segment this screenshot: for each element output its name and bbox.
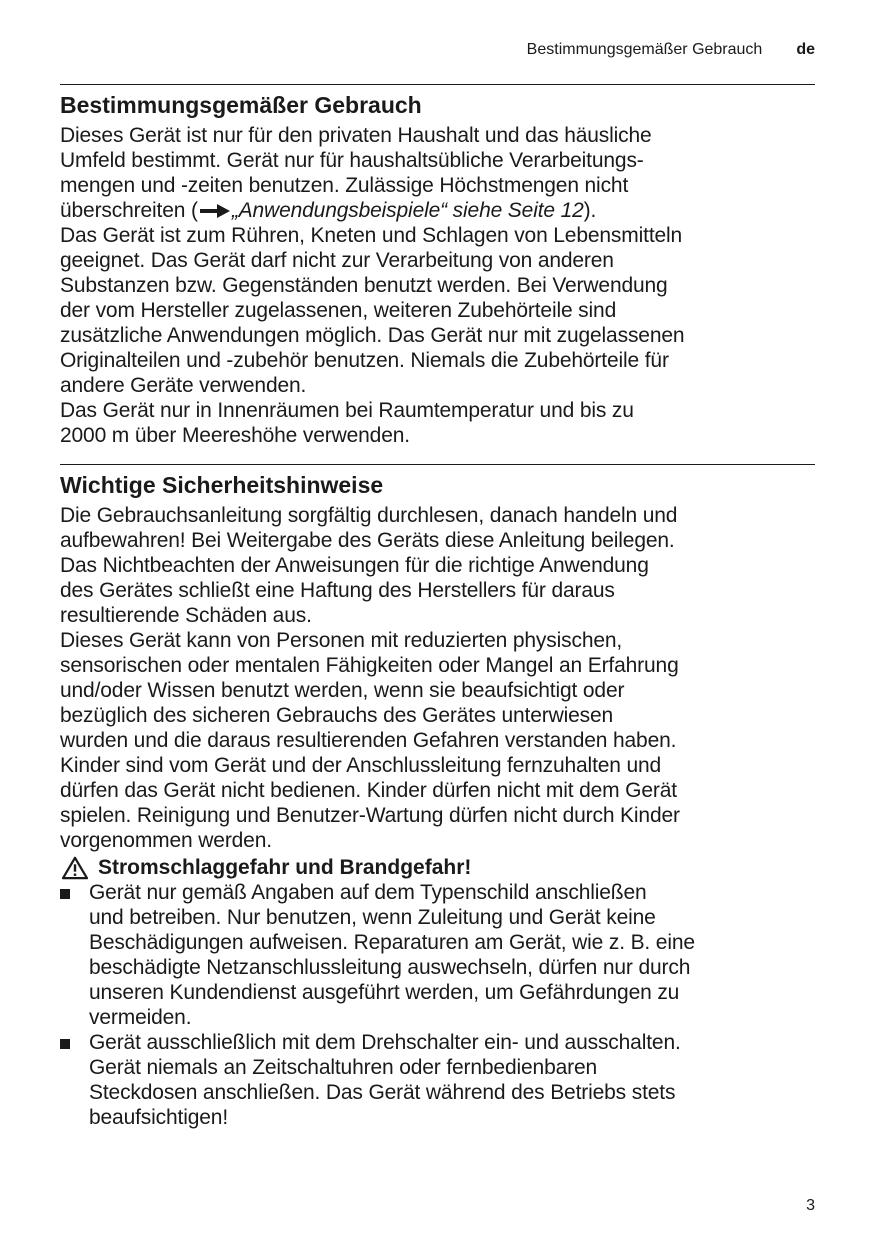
reference-line xyxy=(60,198,815,223)
text-line: Substanzen bzw. Gegenständen benutzt werden. Bei Verwendung xyxy=(60,274,668,297)
text-line: wurden und die daraus resultierenden Gefahren verstanden haben. xyxy=(60,729,677,752)
text-line: zusätzliche Anwendungen möglich. Das Gerät nur mit zugelassenen xyxy=(60,324,685,347)
text-line: 2000 m über Meereshöhe verwenden. xyxy=(60,424,410,447)
warning-title: Stromschlaggefahr und Brandgefahr! xyxy=(98,856,472,879)
section-intended-use xyxy=(60,91,815,448)
text-line: beschädigte Netzanschlussleitung auswechseln, dürfen nur durch xyxy=(89,956,691,979)
running-title: Bestimmungsgemäßer Gebrauch xyxy=(526,41,763,58)
text-line: dürfen das Gerät nicht bedienen. Kinder dürfen nicht mit dem Gerät xyxy=(60,779,677,802)
section-safety-notes xyxy=(60,471,815,1130)
text-line: vermeiden. xyxy=(89,1006,192,1029)
text-line: spielen. Reinigung und Benutzer-Wartung dürfen nicht durch Kinder xyxy=(60,804,680,827)
section-title-safety-notes: Wichtige Sicherheitshinweise xyxy=(60,472,384,498)
warning-triangle-icon xyxy=(60,856,90,880)
text-line: Gerät niemals an Zeitschaltuhren oder fernbedienbaren xyxy=(89,1056,598,1079)
text-line: Das Gerät nur in Innenräumen bei Raumtemperatur und bis zu xyxy=(60,399,634,422)
text-line: Gerät ausschließlich mit dem Drehschalter ein- und ausschalten. xyxy=(89,1031,681,1054)
text-line: andere Geräte verwenden. xyxy=(60,374,307,397)
text-line: bezüglich des sicheren Gebrauchs des Gerätes unterwiesen xyxy=(60,704,614,727)
list-item xyxy=(60,1030,815,1130)
text-line: unseren Kundendienst ausgeführt werden, um Gefährdungen zu xyxy=(89,981,680,1004)
text-line: Originalteilen und -zubehör benutzen. Niemals die Zubehörteile für xyxy=(60,349,669,372)
text-line: Das Nichtbeachten der Anweisungen für die richtige Anwendung xyxy=(60,554,649,577)
text-line: mengen und -zeiten benutzen. Zulässige Höchstmengen nicht xyxy=(60,174,629,197)
text-line: Gerät nur gemäß Angaben auf dem Typenschild anschließen xyxy=(89,881,647,904)
text-line: Umfeld bestimmt. Gerät nur für haushaltsübliche Verarbeitungs- xyxy=(60,149,644,172)
square-bullet-icon xyxy=(60,889,70,899)
text-line: resultierende Schäden aus. xyxy=(60,604,312,627)
text-line: Das Gerät ist zum Rühren, Kneten und Schlagen von Lebensmitteln xyxy=(60,224,683,247)
text-line: Die Gebrauchsanleitung sorgfältig durchlesen, danach handeln und xyxy=(60,504,678,527)
text-line: Dieses Gerät ist nur für den privaten Haushalt und das häusliche xyxy=(60,124,652,147)
text-line: vorgenommen werden. xyxy=(60,829,272,852)
text-line: der vom Hersteller zugelassenen, weiteren Zubehörteile sind xyxy=(60,299,617,322)
intended-use-text xyxy=(60,123,815,448)
text-line: aufbewahren! Bei Weitergabe des Geräts diese Anleitung beilegen. xyxy=(60,529,675,552)
text-line: und/oder Wissen benutzt werden, wenn sie beaufsichtigt oder xyxy=(60,679,625,702)
section-divider-2 xyxy=(60,464,815,465)
warning-bullet-list xyxy=(60,880,815,1130)
reference-prefix: überschreiten ( xyxy=(60,199,198,222)
square-bullet-icon xyxy=(60,1039,70,1049)
page-number: 3 xyxy=(806,1197,815,1214)
text-line: Dieses Gerät kann von Personen mit reduzierten physischen, xyxy=(60,629,623,652)
text-line: Steckdosen anschließen. Das Gerät während des Betriebs stets xyxy=(89,1081,676,1104)
running-header xyxy=(527,41,815,59)
text-line: geeignet. Das Gerät darf nicht zur Verarbeitung von anderen xyxy=(60,249,614,272)
arrow-right-icon xyxy=(200,204,230,218)
list-item xyxy=(60,880,815,1030)
text-line: beaufsichtigen! xyxy=(89,1106,229,1129)
reference-suffix: ). xyxy=(583,199,597,222)
language-code: de xyxy=(796,41,815,58)
section-divider-1 xyxy=(60,84,815,85)
text-line: Beschädigungen aufweisen. Reparaturen am Gerät, wie z. B. eine xyxy=(89,931,695,954)
text-line: und betreiben. Nur benutzen, wenn Zuleitung und Gerät keine xyxy=(89,906,656,929)
text-line: des Gerätes schließt eine Haftung des Herstellers für daraus xyxy=(60,579,615,602)
section-title-intended-use: Bestimmungsgemäßer Gebrauch xyxy=(60,92,422,118)
text-line: sensorischen oder mentalen Fähigkeiten oder Mangel an Erfahrung xyxy=(60,654,679,677)
warning-heading xyxy=(60,855,815,880)
text-line: Kinder sind vom Gerät und der Anschlussleitung fernzuhalten und xyxy=(60,754,662,777)
safety-notes-text xyxy=(60,503,815,853)
page-reference-link[interactable]: „Anwendungsbeispiele“ siehe Seite 12 xyxy=(231,199,584,222)
